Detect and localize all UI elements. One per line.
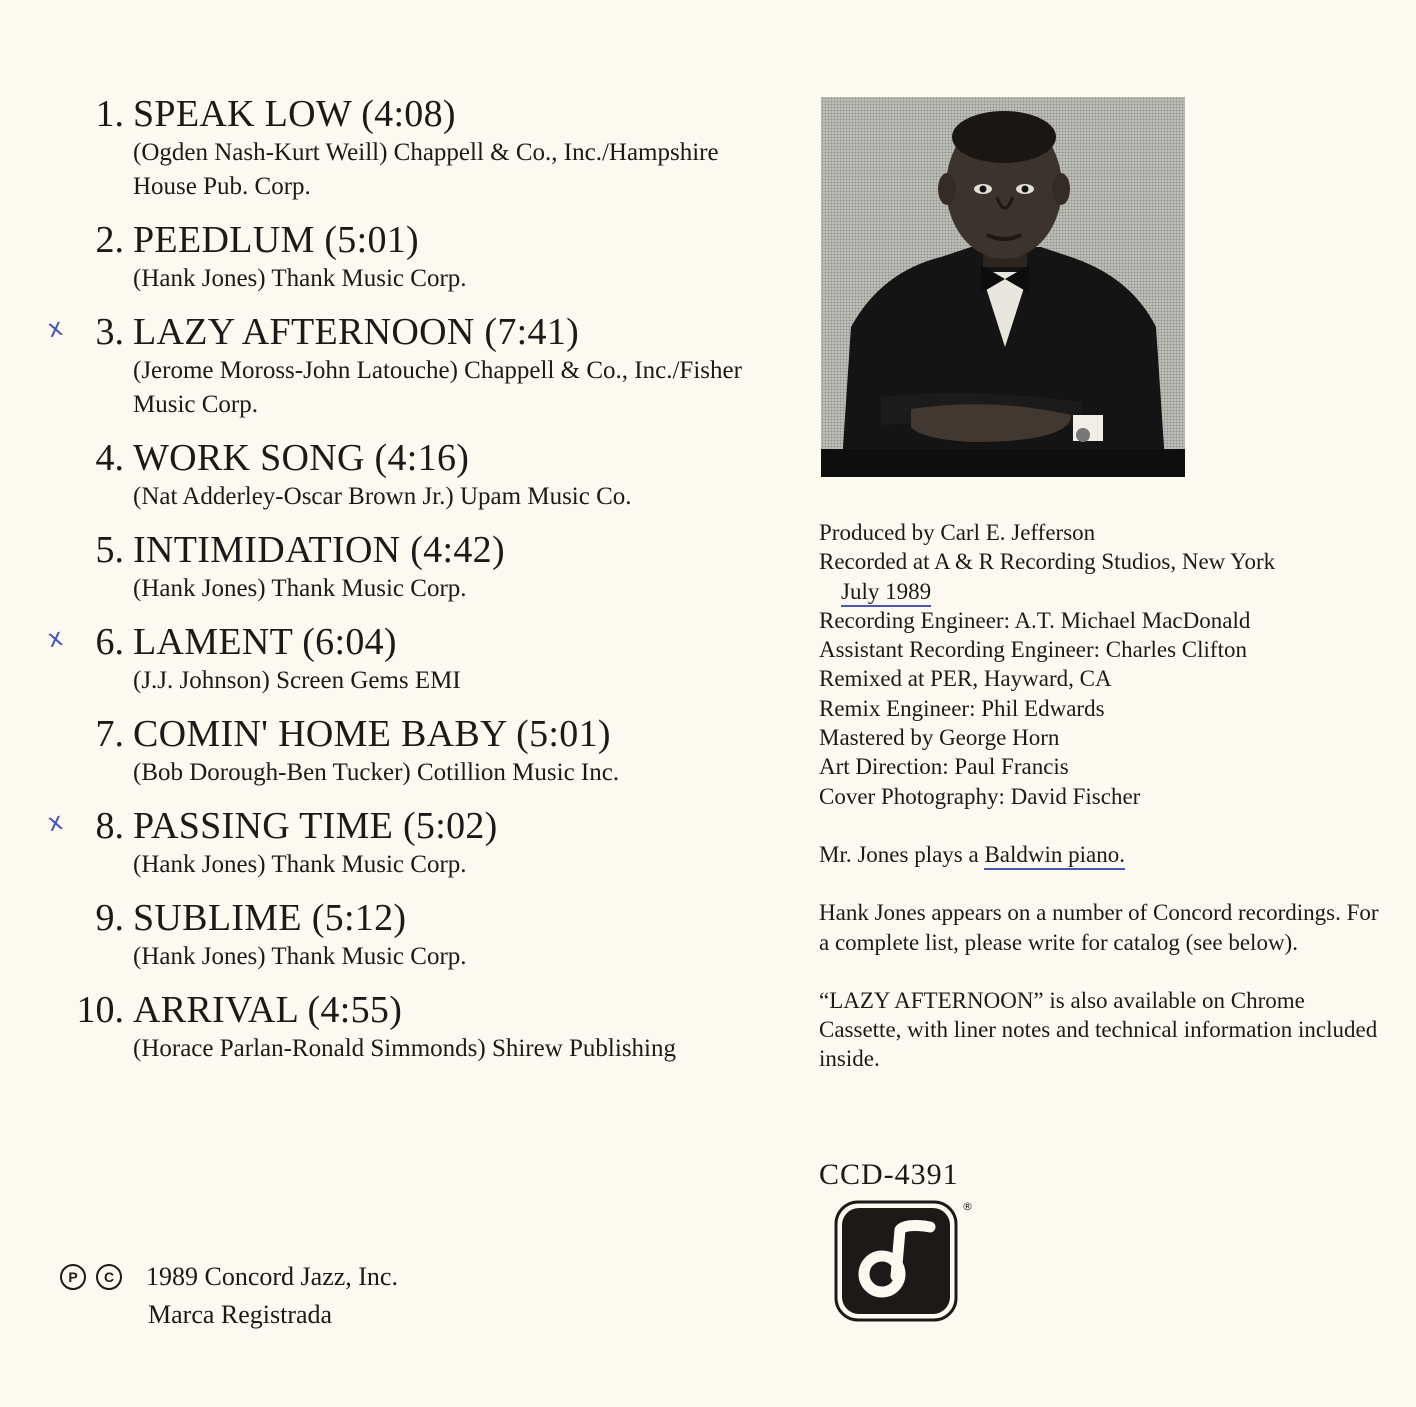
track-credit: (Jerome Moross-John Latouche) Chappell & Co., Inc./Fisher Music Corp. [133, 357, 742, 418]
track-item [40, 712, 780, 790]
producer-credit: Produced by Carl E. Jefferson [819, 520, 1096, 545]
track-title: PASSING TIME (5:02) [133, 805, 498, 847]
track-title-line [40, 436, 780, 480]
track-number: 2. [95, 219, 124, 261]
track-item [40, 436, 780, 514]
track-item [40, 92, 780, 204]
concord-logo-icon [834, 1200, 958, 1322]
track-title: LAMENT (6:04) [133, 621, 397, 663]
track-credit: (Ogden Nash-Kurt Weill) Chappell & Co., Inc./Hampshire House Pub. Corp. [133, 139, 719, 200]
copyright-line-1 [60, 1258, 398, 1296]
artist-portrait-photo [821, 97, 1185, 477]
track-number: 8. [95, 805, 124, 847]
cassette-note: “LAZY AFTERNOON” is also available on Chrome Cassette, with liner notes and technical information included inside. [819, 987, 1378, 1072]
remix-location-credit: Remixed at PER, Hayward, CA [819, 666, 1112, 692]
piano-note [819, 840, 1379, 869]
track-credit: (Bob Dorough-Ben Tucker) Cotillion Music Inc. [133, 759, 620, 786]
track-number: 5. [95, 529, 124, 571]
track-item [40, 528, 780, 606]
track-title-line [40, 988, 780, 1032]
piano-note-prefix: Mr. Jones plays a [819, 841, 985, 867]
track-list [40, 92, 780, 1080]
mastering-credit: Mastered by George Horn [819, 725, 1060, 751]
track-credit: (Hank Jones) Thank Music Corp. [133, 575, 467, 602]
pen-mark-icon: x [45, 622, 65, 654]
track-title-line [40, 620, 780, 664]
track-item [40, 988, 780, 1066]
copyright-icon: C [96, 1264, 122, 1290]
track-item [40, 310, 780, 422]
discography-note: Hank Jones appears on a number of Concord recordings. For a complete list, please write for catalog (see below). [819, 900, 1379, 955]
phonogram-icon: P [60, 1264, 86, 1290]
track-title-line [40, 712, 780, 756]
track-number: 9. [95, 897, 124, 939]
recording-date-line [819, 577, 1379, 606]
registered-trademark-mark: ® [962, 1200, 973, 1213]
copyright-holder: 1989 Concord Jazz, Inc. [146, 1262, 398, 1291]
recording-date: July 1989 [841, 579, 931, 607]
remix-engineer-credit: Remix Engineer: Phil Edwards [819, 695, 1105, 721]
track-title-line [40, 310, 780, 354]
track-title-line [40, 896, 780, 940]
track-number: 10. [76, 989, 124, 1031]
track-item [40, 620, 780, 698]
recording-studio-credit: Recorded at A & R Recording Studios, New York [819, 549, 1276, 575]
piano-brand: Baldwin piano. [984, 842, 1125, 870]
track-title: COMIN' HOME BABY (5:01) [133, 713, 611, 755]
track-title-line [40, 528, 780, 572]
pen-mark-icon: x [45, 806, 65, 838]
track-number: 3. [95, 311, 124, 353]
track-title: SPEAK LOW (4:08) [133, 93, 456, 135]
trademark-notice: Marca Registrada [148, 1300, 333, 1329]
catalog-number: CCD-4391 [819, 1158, 959, 1191]
track-title: SUBLIME (5:12) [133, 897, 407, 939]
portrait-icon [821, 97, 1185, 477]
track-title-line [40, 218, 780, 262]
track-item [40, 896, 780, 974]
track-number: 4. [95, 437, 124, 479]
production-credits [819, 518, 1379, 1074]
track-title: WORK SONG (4:16) [133, 437, 470, 479]
track-credit: (J.J. Johnson) Screen Gems EMI [133, 667, 461, 694]
track-title-line [40, 92, 780, 136]
assistant-engineer-credit: Assistant Recording Engineer: Charles Clifton [819, 637, 1247, 663]
track-credit: (Hank Jones) Thank Music Corp. [133, 265, 467, 292]
art-direction-credit: Art Direction: Paul Francis [819, 754, 1069, 780]
track-title: INTIMIDATION (4:42) [133, 529, 505, 571]
track-title: ARRIVAL (4:55) [133, 989, 403, 1031]
track-title-line [40, 804, 780, 848]
recording-engineer-credit: Recording Engineer: A.T. Michael MacDonald [819, 607, 1251, 633]
track-item [40, 804, 780, 882]
pen-mark-icon: x [45, 312, 65, 344]
track-number: 7. [95, 713, 124, 755]
track-credit: (Horace Parlan-Ronald Simmonds) Shirew Publishing [133, 1035, 676, 1062]
track-credit: (Hank Jones) Thank Music Corp. [133, 851, 467, 878]
track-credit: (Nat Adderley-Oscar Brown Jr.) Upam Music Co. [133, 483, 632, 510]
track-title: LAZY AFTERNOON (7:41) [133, 311, 580, 353]
copyright-notice [60, 1258, 398, 1334]
track-credit: (Hank Jones) Thank Music Corp. [133, 943, 467, 970]
track-number: 1. [95, 93, 124, 135]
track-number: 6. [95, 621, 124, 663]
track-title: PEEDLUM (5:01) [133, 219, 420, 261]
cover-photography-credit: Cover Photography: David Fischer [819, 783, 1141, 809]
track-item [40, 218, 780, 296]
